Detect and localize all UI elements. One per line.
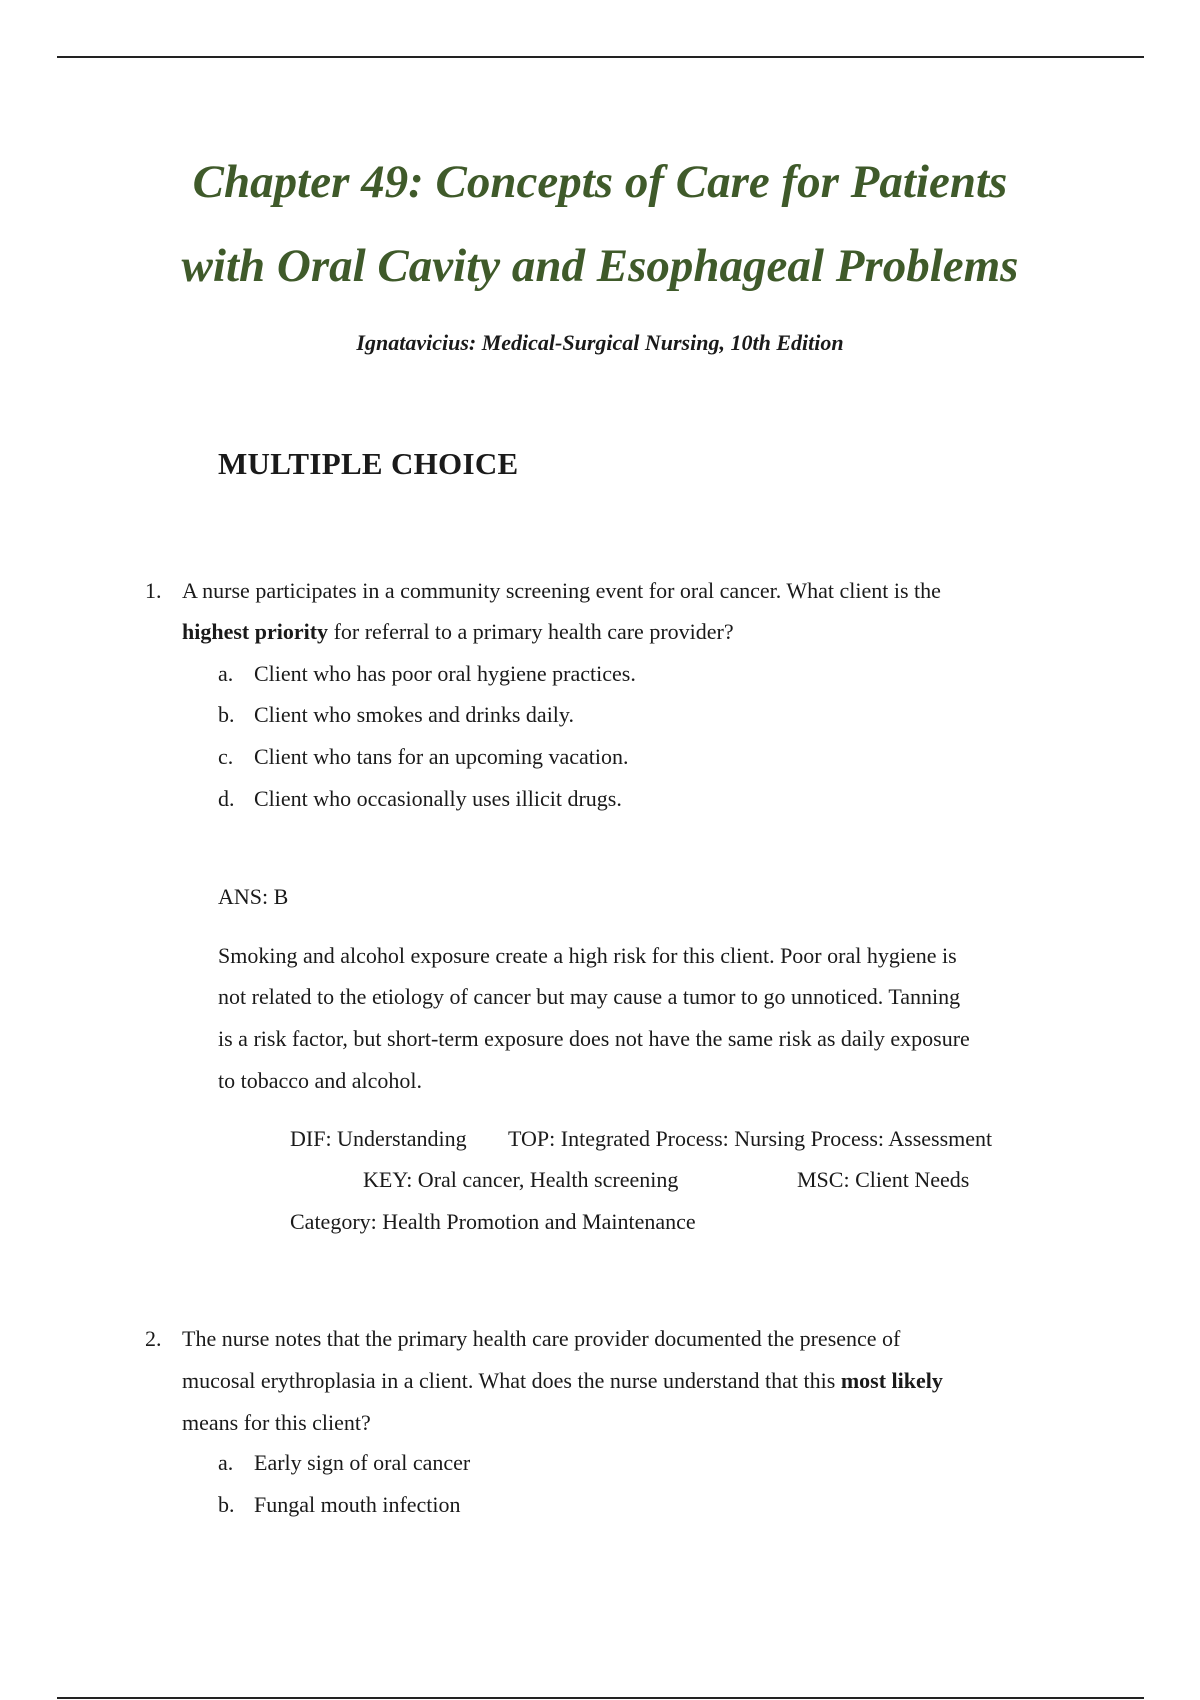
rationale-line: to tobacco and alcohol. xyxy=(218,1068,423,1093)
emphasis-text: most likely xyxy=(840,1368,943,1393)
question-stem-line xyxy=(182,1368,943,1394)
option-letter: a. xyxy=(218,661,234,686)
question-number: 2. xyxy=(145,1326,162,1351)
option-text: Client who occasionally uses illicit drugs. xyxy=(254,786,622,811)
option-text: Client who has poor oral hygiene practices. xyxy=(254,661,636,686)
option-letter: c. xyxy=(218,744,234,769)
question-stem-line: A nurse participates in a community screening event for oral cancer. What client is the xyxy=(182,578,941,603)
option-text: Client who tans for an upcoming vacation. xyxy=(254,744,629,769)
rationale-line: not related to the etiology of cancer but may cause a tumor to go unnoticed. Tanning xyxy=(218,984,961,1009)
section-heading: MULTIPLE CHOICE xyxy=(218,446,519,481)
msc-tag: MSC: Client Needs xyxy=(797,1167,970,1192)
book-subtitle: Ignatavicius: Medical-Surgical Nursing, 10th Edition xyxy=(356,330,844,355)
option-letter: b. xyxy=(218,702,235,727)
stem-text: for referral to a primary health care provider? xyxy=(328,619,734,644)
difficulty-tag: DIF: Understanding xyxy=(290,1126,467,1151)
question-number: 1. xyxy=(145,578,162,603)
top-rule xyxy=(57,56,1144,58)
answer-key: ANS: B xyxy=(218,884,289,909)
bottom-rule xyxy=(57,1697,1144,1699)
option-text: Fungal mouth infection xyxy=(254,1492,461,1517)
question-stem-line xyxy=(182,619,734,645)
topic-tag: TOP: Integrated Process: Nursing Process: Assessment xyxy=(508,1126,993,1151)
rationale-line: Smoking and alcohol exposure create a high risk for this client. Poor oral hygiene is xyxy=(218,943,957,968)
option-letter: d. xyxy=(218,786,235,811)
option-text: Early sign of oral cancer xyxy=(254,1450,471,1475)
option-text: Client who smokes and drinks daily. xyxy=(254,702,574,727)
category-tag: Category: Health Promotion and Maintenance xyxy=(290,1209,696,1234)
option-letter: a. xyxy=(218,1450,234,1475)
question-stem-line: The nurse notes that the primary health care provider documented the presence of xyxy=(182,1326,901,1351)
keyword-tag: KEY: Oral cancer, Health screening xyxy=(363,1167,679,1192)
emphasis-text: highest priority xyxy=(182,619,329,644)
option-letter: b. xyxy=(218,1492,235,1517)
stem-text: mucosal erythroplasia in a client. What does the nurse understand that this xyxy=(182,1368,841,1393)
rationale-line: is a risk factor, but short-term exposure does not have the same risk as daily exposure xyxy=(218,1026,970,1051)
chapter-title-line-2: with Oral Cavity and Esophageal Problems xyxy=(181,240,1019,292)
chapter-title-line-1: Chapter 49: Concepts of Care for Patients xyxy=(192,156,1008,208)
question-stem-line: means for this client? xyxy=(182,1410,371,1435)
chapter-title xyxy=(0,140,1200,308)
